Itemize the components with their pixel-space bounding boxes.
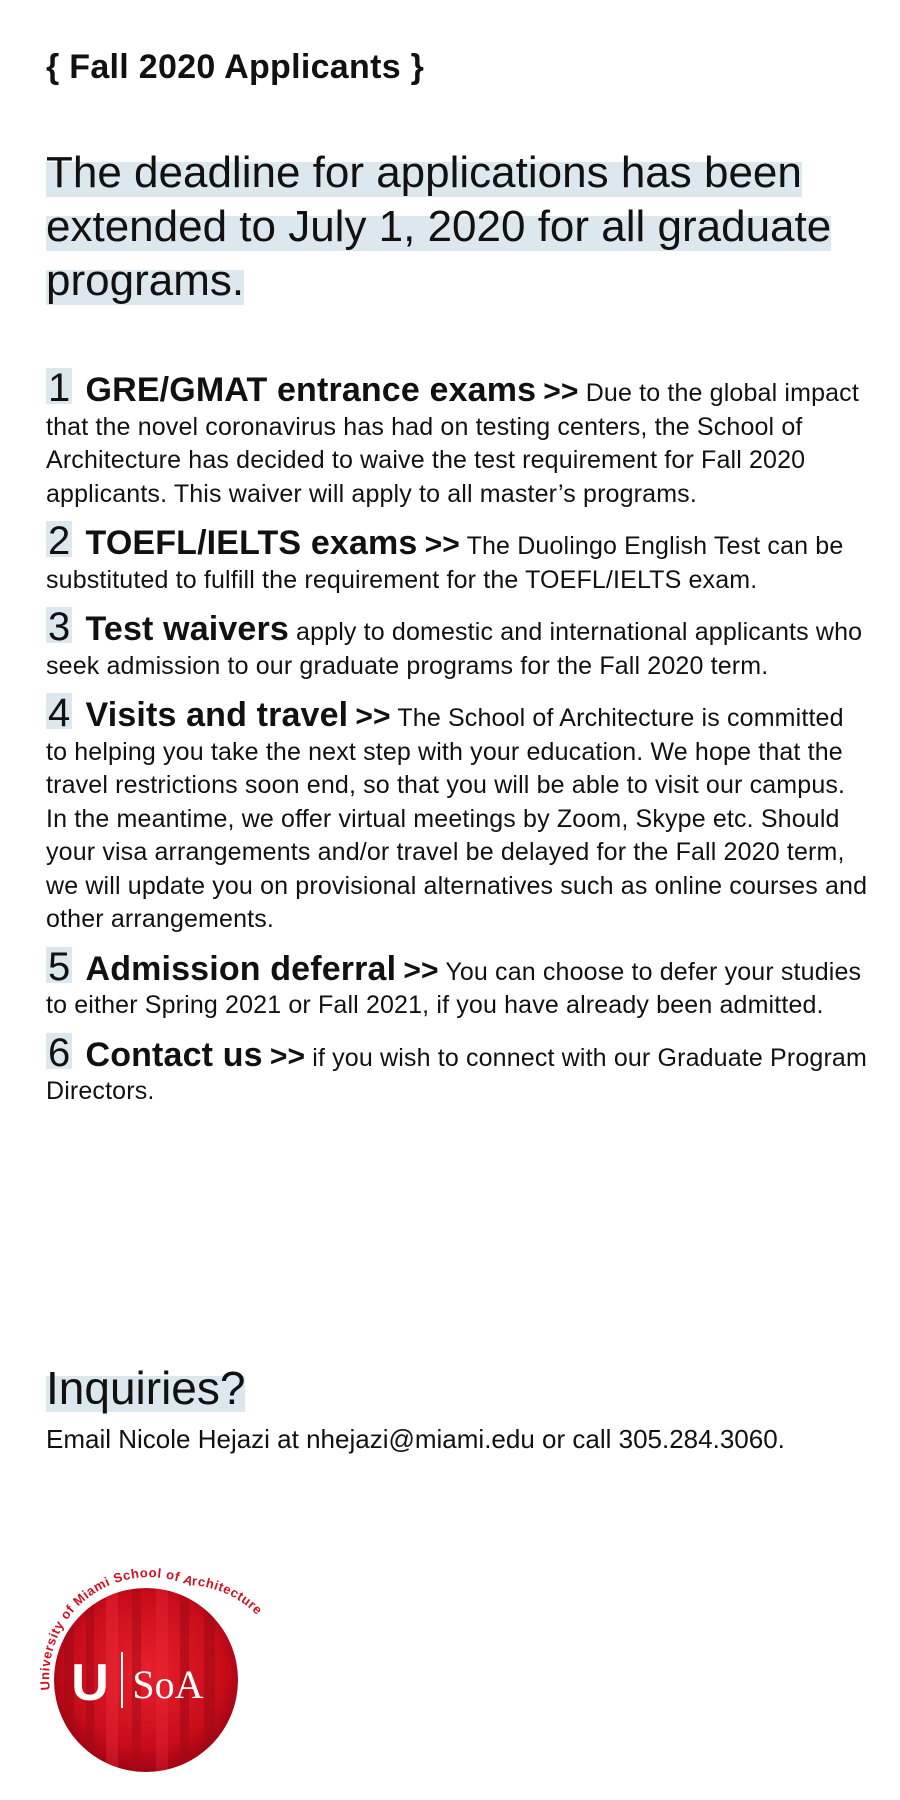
item-title: Contact us [85,1035,263,1074]
item-arrow: >> [403,953,439,987]
deadline-headline-text: The deadline for applications has been extended to July 1, 2020 for all graduate programs. [46,148,832,305]
item-arrow: >> [424,528,460,561]
list-item [46,1030,871,1109]
item-body: if you wish to connect with our Graduate Program Directors. [46,1043,867,1105]
item-number: 3 [48,605,71,649]
item-arrow: >> [355,700,391,733]
item-title: GRE/GMAT entrance exams [85,371,537,409]
list-item [46,519,871,597]
item-arrow: >> [543,375,579,408]
item-title: Test waivers [85,610,289,648]
info-list [46,366,871,1123]
logo-soa-mark: SoA [132,1662,204,1707]
item-body: The School of Architecture is committed to helping you take the next step with your education. We hope that the travel restrictions soon end, so that you will be able to visit our campus. In the meantime, we offer virtual meetings by Zoom, Skype etc. Should your visa arrangements and/or travel be delayed for the Fall 2020 term, we will update you on provisional alternatives such as online courses and other arrangements. [46,704,868,933]
item-body: Due to the global impact that the novel coronavirus has had on testing centers, the School of Architecture has decided to waive the test requirement for Fall 2020 applicants. This waiver will apply to all master’s programs. [46,379,859,508]
item-number: 2 [48,519,71,563]
item-title: Visits and travel [85,696,349,734]
logo-divider [121,1652,123,1708]
item-number: 6 [48,1030,71,1075]
list-item [46,944,871,1023]
item-body: The Duolingo English Test can be substituted to fulfill the requirement for the TOEFL/IELTS exam. [46,532,844,594]
item-body: You can choose to defer your studies to either Spring 2021 or Fall 2021, if you have already been admitted. [46,957,862,1019]
logo-ring-text: University of Miami School of Architecture [37,1565,266,1692]
applicants-eyebrow: { Fall 2020 Applicants } [46,48,425,86]
logo-u-mark: U [71,1654,109,1712]
list-item [46,605,871,683]
item-number: 4 [48,691,71,735]
item-number: 5 [48,944,71,989]
item-number: 1 [48,366,71,410]
item-title: Admission deferral [85,949,397,988]
list-item [46,691,871,937]
school-logo [28,1540,278,1790]
item-body: apply to domestic and international applicants who seek admission to our graduate programs for the Fall 2020 term. [46,618,863,680]
inquiries-heading [46,1360,245,1416]
contact-info: Email Nicole Hejazi at nhejazi@miami.edu or call 305.284.3060. [46,1424,785,1454]
item-title: TOEFL/IELTS exams [85,524,418,562]
deadline-headline [46,146,866,308]
item-arrow: >> [269,1039,306,1073]
inquiries-heading-text: Inquiries? [46,1362,246,1414]
list-item [46,366,871,511]
